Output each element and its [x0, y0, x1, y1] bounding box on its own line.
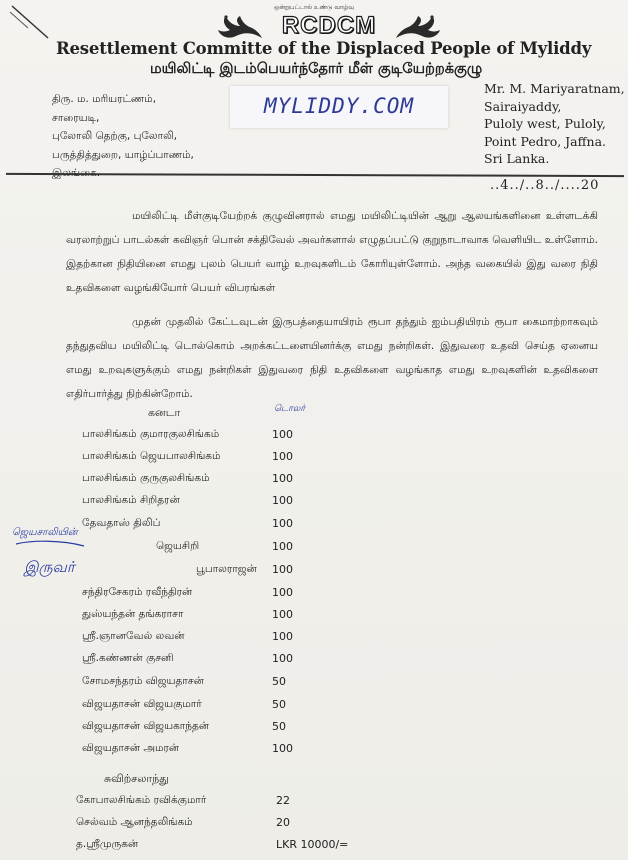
table-row: [0, 675, 628, 697]
table-row: [0, 563, 628, 585]
donor-name: துஸ்யந்தன் தங்கராசா: [82, 608, 184, 620]
donor-amount: 100: [272, 494, 293, 507]
table-row: [0, 698, 628, 720]
table-row: [0, 794, 628, 816]
donor-name: சந்திரசேகரம் ரவீந்திரன்: [82, 586, 193, 598]
donor-name: தேவதாஸ் திலிப்: [82, 517, 161, 529]
sender-address-tamil: [52, 90, 194, 183]
table-row: [0, 652, 628, 674]
donor-name: செல்வம் ஆனந்தலிங்கம்: [76, 816, 193, 828]
donor-amount: 100: [272, 563, 293, 576]
donor-amount: 20: [276, 816, 290, 829]
table-row: [0, 472, 628, 494]
margin-handwriting-1: ஜெயசாலியின்: [12, 527, 78, 538]
donor-name: சோமசந்தரம் விஜயதாசன்: [82, 675, 204, 687]
donor-amount: 100: [272, 742, 293, 755]
thanks-text: முதன் முதலில் கேட்டவுடன் இருபத்தையாயிரம் ரூபா தந்தும் ஐம்பதியிரம் ரூபா கைமாற்றாகவும் தந்துதவிய மயிலிட்டி டொல்கொம் அறக்கட்டளையினர்க்கு எமது நன்றிகள். இதுவரை உதவி செய்த ஏனைய எமது உறவுகளுக்கும் எமது நன்றிகள் இதுவரை நிதி உதவிகளை வழங்காத எமது உறவுகளின் உதவிகளை எதிர்பார்த்து நிற்கின்றோம்.: [66, 316, 598, 400]
table-row: [0, 540, 628, 562]
address-line: திரு. ம. மரியரட்ணம்,: [52, 93, 157, 105]
margin-handwriting-2: இருவர்: [24, 558, 75, 576]
organisation-name-english: Resettlement Committe of the Displaced People of Myliddy: [56, 39, 592, 58]
donor-name: ஜெயசிறி: [156, 540, 200, 552]
table-row: [0, 720, 628, 742]
intro-text: மயிலிட்டி மீள்குடியேற்றக் குழுவினரால் எமது மயிலிட்டியின் ஆறு ஆலயங்களினை உள்ளடக்கி வரலாற்றுப் பாடல்கள் கவிஞர் பொன் சக்திவேல் அவர்களால் எழுதப்பட்டு குறுநாடாவாக வெளியிட உள்ளோம். இதற்கான நிதியினை எமது புலம் பெயர் வாழ் உறவுகளிடம் கோரியுள்ளோம். அந்த வகையில் இது வரை நிதி உதவிகளை வழங்கியோர் பெயர் விபரங்கள்: [66, 210, 598, 294]
logo-wordmark: RCDCM: [281, 12, 377, 39]
donor-amount: 100: [272, 630, 293, 643]
donor-amount: 50: [272, 675, 286, 688]
table-row: [0, 630, 628, 652]
donor-name: பூபாலராஜன்: [196, 563, 257, 575]
donor-amount: 100: [272, 450, 293, 463]
intro-paragraph: [66, 204, 598, 300]
website-stamp-text: MYLIDDY.COM: [263, 94, 415, 118]
table-row: [0, 742, 628, 764]
table-row: [0, 517, 628, 539]
donor-amount: 100: [272, 608, 293, 621]
address-line: Point Pedro, Jaffna.: [484, 133, 606, 149]
address-line: சாரையடி,: [52, 111, 100, 124]
address-line: புலோலி தெற்கு, புலோலி,: [52, 130, 178, 142]
table-row: [0, 428, 628, 450]
donor-amount: 100: [272, 517, 293, 530]
sender-address-english: [484, 80, 625, 168]
donor-name: கோபாலசிங்கம் ரவிக்குமார்: [76, 794, 207, 806]
donor-amount: LKR 10000/=: [276, 838, 349, 851]
address-line: Sairaiyaddy,: [484, 98, 562, 114]
address-line: பருத்தித்துறை, யாழ்ப்பாணம்,: [52, 148, 194, 161]
thanks-paragraph: [66, 310, 598, 406]
donor-name: ஸ்ரீ.ஞானவேல் லவன்: [82, 630, 185, 642]
donor-amount: 50: [272, 720, 286, 733]
donor-amount: 100: [272, 472, 293, 485]
donor-name: பாலசிங்கம் குமாரகுலசிங்கம்: [82, 428, 220, 440]
donor-name: விஜயதாசன் விஜயகாந்தன்: [82, 720, 210, 732]
donor-name: த.ஸ்ரீமுருகன்: [76, 838, 139, 850]
donor-amount: 100: [272, 586, 293, 599]
donor-amount: 50: [272, 698, 286, 711]
table-row: [0, 450, 628, 472]
donor-amount: 100: [272, 652, 293, 665]
donor-name: பாலசிங்கம் குருகுலசிங்கம்: [82, 472, 210, 484]
handwritten-column-note: டொலர்: [274, 404, 306, 414]
donor-amount: 100: [272, 540, 293, 553]
table-row: [0, 608, 628, 630]
section-title-canada: கனடா: [148, 406, 181, 419]
table-row: [0, 494, 628, 516]
address-line: Puloly west, Puloly,: [484, 116, 606, 131]
donor-name: விஜயதாசன் அமரன்: [82, 742, 180, 754]
table-row: [0, 838, 628, 860]
table-row: [0, 586, 628, 608]
section-title-switzerland: சுவிற்சலாந்து: [104, 772, 169, 785]
website-stamp: [230, 86, 448, 128]
address-line: Sri Lanka.: [484, 151, 550, 166]
table-row: [0, 816, 628, 838]
address-line: Mr. M. Mariyaratnam,: [484, 81, 625, 96]
donor-name: பாலசிங்கம் ஜெயபாலசிங்கம்: [82, 450, 221, 462]
donor-name: பாலசிங்கம் சிறிதரன்: [82, 494, 180, 506]
donor-name: ஸ்ரீ.கண்ணன் குசனி: [82, 652, 174, 664]
donor-amount: 100: [272, 428, 293, 441]
letter-date: ..4../..8../....20: [490, 178, 600, 193]
donor-name: விஜயதாசன் விஜயகுமார்: [82, 698, 202, 710]
donor-amount: 22: [276, 794, 290, 807]
letterhead-tagline: ஒன்றுபட்டால் உண்டு வாழ்வு: [274, 4, 354, 11]
organisation-name-tamil: மயிலிட்டி இடம்பெயர்ந்தோர் மீள் குடியேற்றக்குழு: [150, 61, 483, 77]
